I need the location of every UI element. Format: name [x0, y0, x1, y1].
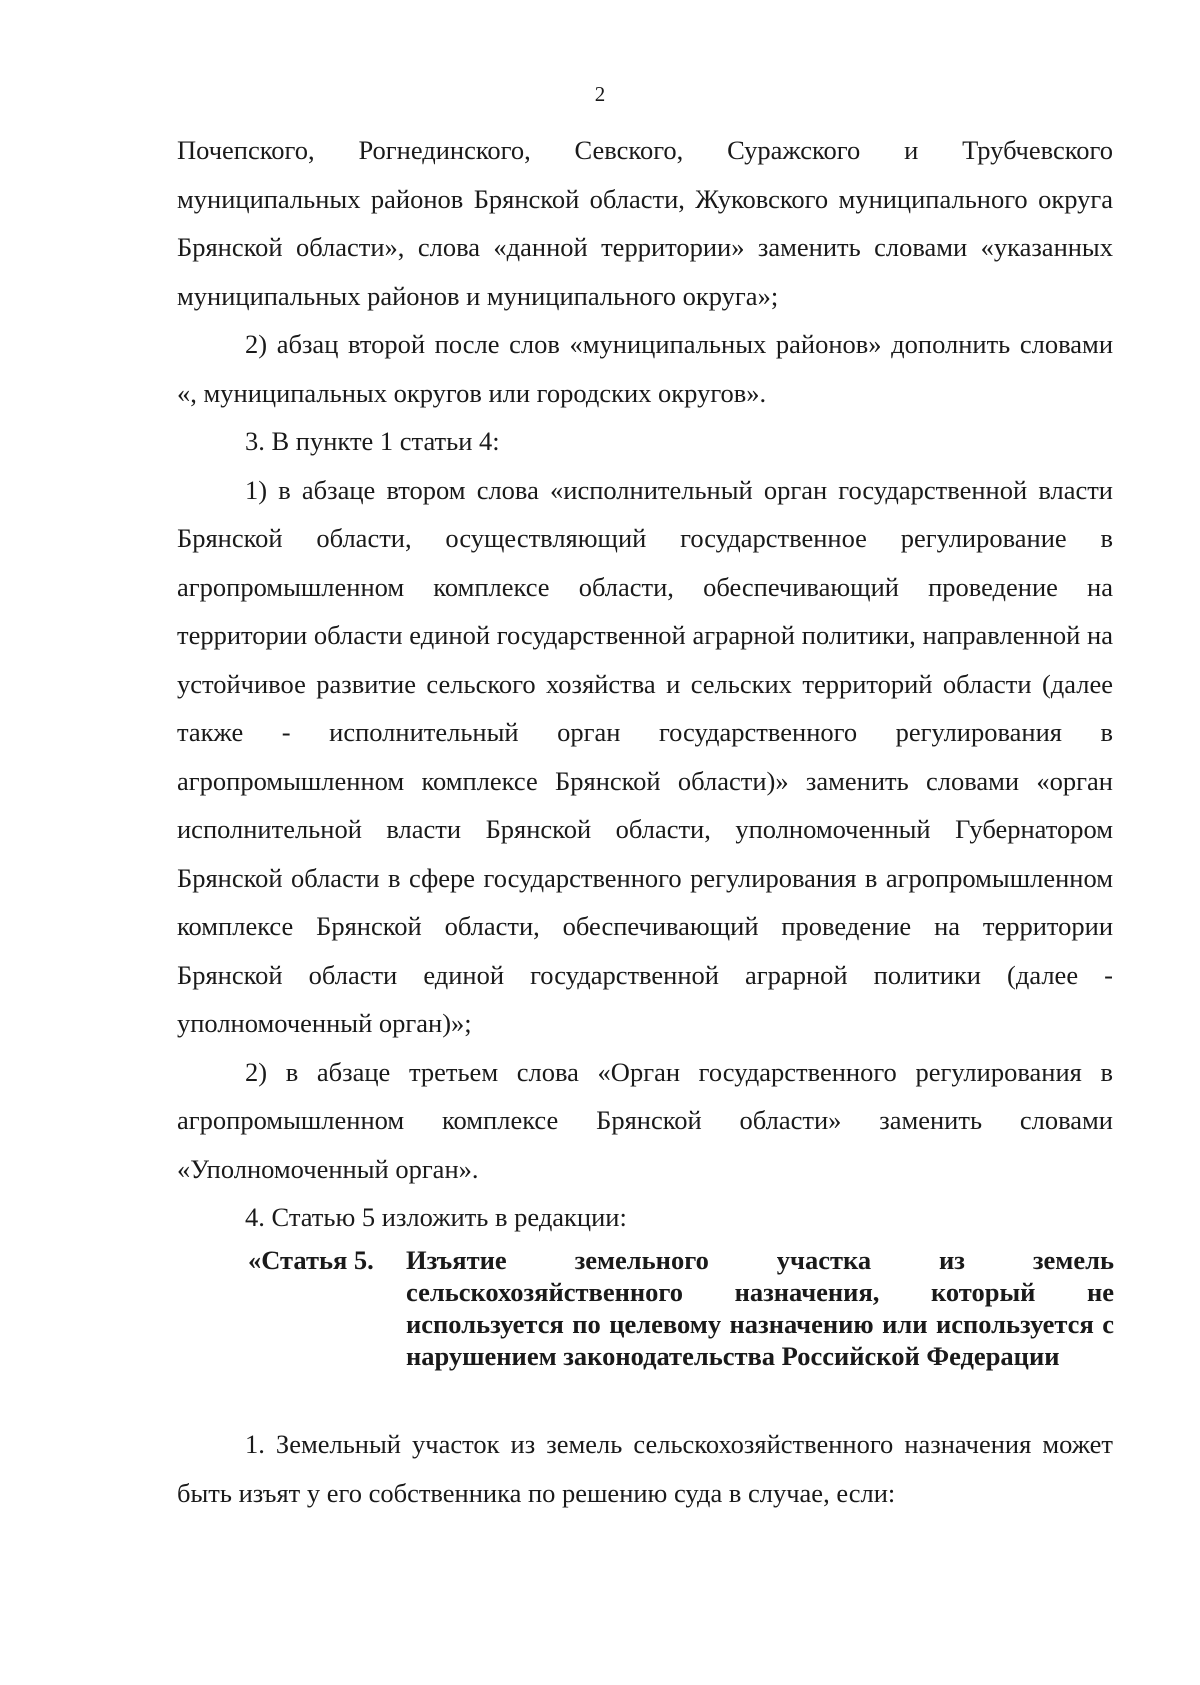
page-number: 2 [594, 82, 606, 106]
article-heading [248, 1244, 1114, 1372]
article-label: «Статья 5. [248, 1245, 374, 1275]
paragraph-article-clause-1: 1. Земельный участок из земель сельскохозяйственного назначения может быть изъят у его собственника по решению суда в случае, если: [177, 1429, 1113, 1508]
paragraph-subitem-1: 1) в абзаце втором слова «исполнительный орган государственной власти Брянской области, осуществляющий государственное регулирование в агропромышленном комплексе области, обеспечивающий проведение на территории области единой государственной аграрной политики, направленной на устойчивое развитие сельского хозяйства и сельских территорий области (далее также - исполнительный орган государственного регулирования в агропромышленном комплексе Брянской области)» заменить словами «орган исполнительной власти Брянской области, уполномоченный Губернатором Брянской области в сфере государственного регулирования в агропромышленном комплексе Брянской области, обеспечивающий проведение на территории Брянской области единой государственной аграрной политики (далее - уполномоченный орган)»; [177, 474, 1113, 1038]
article-title: Изъятие земельного участка из земель сельскохозяйственного назначения, который не используется по целевому назначению или используется с нарушением законодательства Российской Федерации [406, 1245, 1114, 1371]
document-body [177, 126, 1113, 1242]
paragraph-subitem-2: 2) в абзаце третьем слова «Орган государственного регулирования в агропромышленном комплексе Брянской области» заменить словами «Уполномоченный орган». [177, 1056, 1113, 1184]
article-body [177, 1420, 1113, 1517]
paragraph-item-2-abzac: 2) абзац второй после слов «муниципальных районов» дополнить словами «, муниципальных округов или городских округов». [177, 329, 1113, 408]
paragraph-point-3: 3. В пункте 1 статьи 4: [245, 426, 500, 456]
paragraph-continuation: Почепского, Рогнединского, Севского, Суражского и Трубчевского муниципальных районов Брянской области, Жуковского муниципального округа Брянской области», слова «данной территории» заменить словами «указанных муниципальных районов и муниципального округа»; [177, 135, 1113, 311]
paragraph-point-4: 4. Статью 5 изложить в редакции: [245, 1202, 627, 1232]
